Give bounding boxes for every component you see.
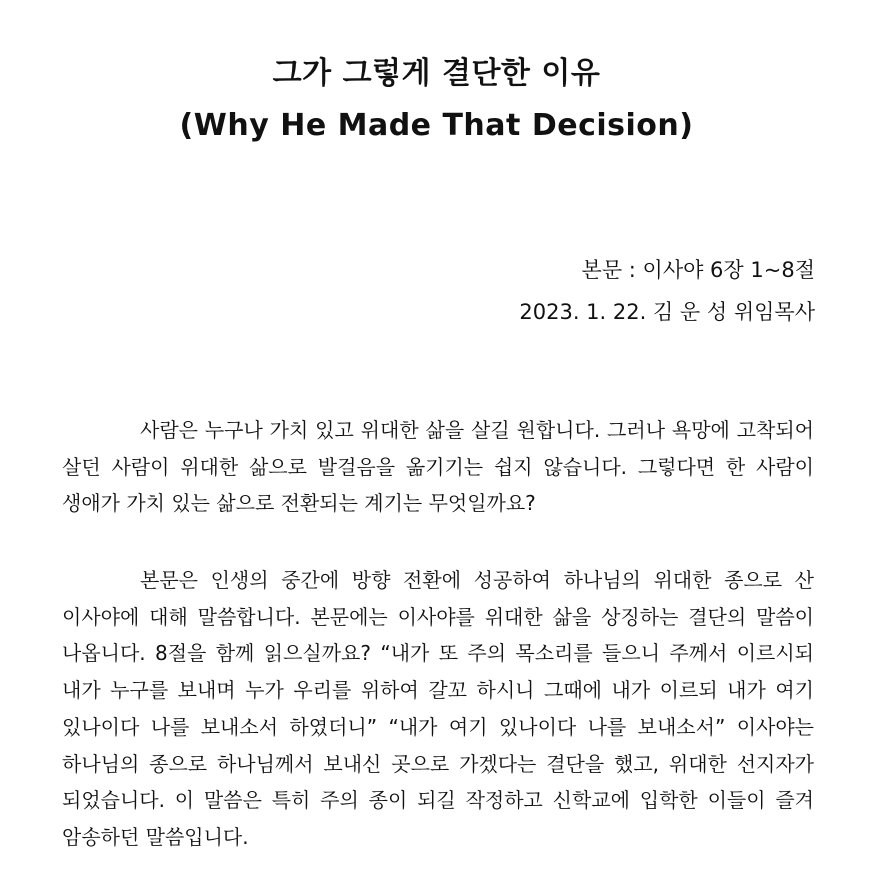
date-author-line: 2023. 1. 22. 김 운 성 위임목사 (519, 300, 815, 324)
body-paragraph-1: 사람은 누구나 가치 있고 위대한 삶을 살길 원합니다. 그러나 욕망에 고착되어 살던 사람이 위대한 삶으로 발걸음을 옮기기는 쉽지 않습니다. 그렇다면 한 사람이 생애가 가치 있는 삶으로 전환되는 계기는 무엇일까요? (62, 418, 814, 516)
title-korean: 그가 그렇게 결단한 이유 (272, 56, 601, 91)
body-paragraph-2: 본문은 인생의 중간에 방향 전환에 성공하여 하나님의 위대한 종으로 산 이사야에 대해 말씀합니다. 본문에는 이사야를 위대한 삶을 상징하는 결단의 말씀이 나옵니다. 8절을 함께 읽으실까요? “내가 또 주의 목소리를 들으니 주께서 이르시되 내가 누구를 보내며 누가 우리를 위하여 갈꼬 하시니 그때에 내가 이르되 내가 여기 있나이다 나를 보내소서 하였더니” “내가 여기 있나이다 나를 보내소서” 이사야는 하나님의 종으로 하나님께서 보내신 곳으로 가겠다는 결단을 했고, 위대한 선지자가 되었습니다. 이 말씀은 특히 주의 종이 되길 작정하고 신학교에 입학한 이들이 즐겨 암송하던 말씀입니다. (62, 568, 814, 849)
scripture-reference: 본문 : 이사야 6장 1~8절 (581, 258, 815, 282)
title-english: (Why He Made That Decision) (179, 108, 694, 143)
